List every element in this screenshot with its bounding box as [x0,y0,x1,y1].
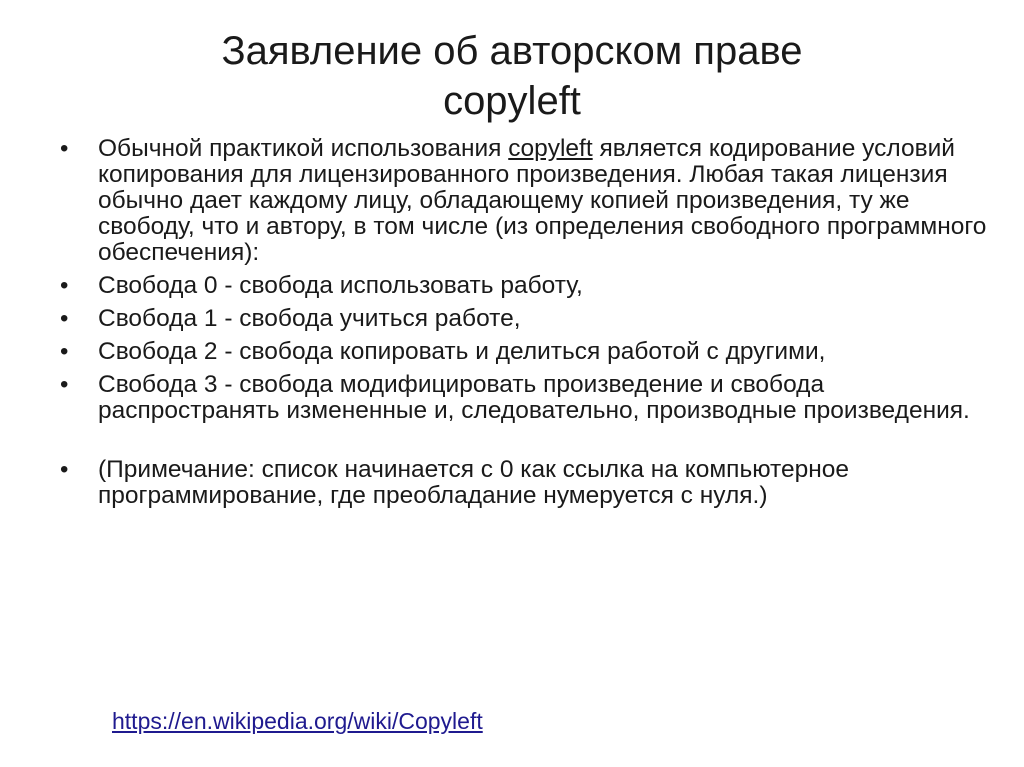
bullet-marker: • [60,135,69,162]
bullet-text-after: является кодирование условий копирования для лицензированного произведения. Любая такая лицензия обычно дает каждому лицу, обладающему копией произведения, ту же свободу, что и автору, в том числе (из определения свободного программного обеспечения): [98,135,987,266]
title-line-2: copyleft [443,79,581,123]
bullet-item-freedom-0 [60,273,990,299]
bullet-marker: • [60,272,69,299]
bullet-text: Свобода 1 - свобода учиться работе, [98,305,521,332]
bullet-marker: • [60,371,69,398]
bullet-item-note [60,457,990,509]
bullet-text: Свобода 0 - свобода использовать работу, [98,272,583,299]
bullet-marker: • [60,305,69,332]
bullet-text: Свобода 2 - свобода копировать и делиться работой с другими, [98,338,826,365]
slide-title [0,26,1024,126]
bullet-list [60,136,990,509]
bullet-marker: • [60,338,69,365]
title-line-1: Заявление об авторском праве [221,29,803,73]
bullet-item-intro [60,136,990,266]
bullet-item-freedom-3 [60,372,990,424]
bullet-text-before: Обычной практикой использования [98,135,509,162]
bullet-marker: • [60,456,69,483]
bullet-text: (Примечание: список начинается с 0 как ссылка на компьютерное программирование, где преобладание нумеруется с нуля.) [98,456,850,509]
copyleft-underlined-term: copyleft [508,135,593,162]
bullet-item-freedom-2 [60,339,990,365]
bullet-text: Свобода 3 - свобода модифицировать произведение и свобода распространять измененные и, следовательно, производные произведения. [98,371,970,424]
bullet-item-freedom-1 [60,306,990,332]
wikipedia-link[interactable]: https://en.wikipedia.org/wiki/Copyleft [112,708,483,734]
